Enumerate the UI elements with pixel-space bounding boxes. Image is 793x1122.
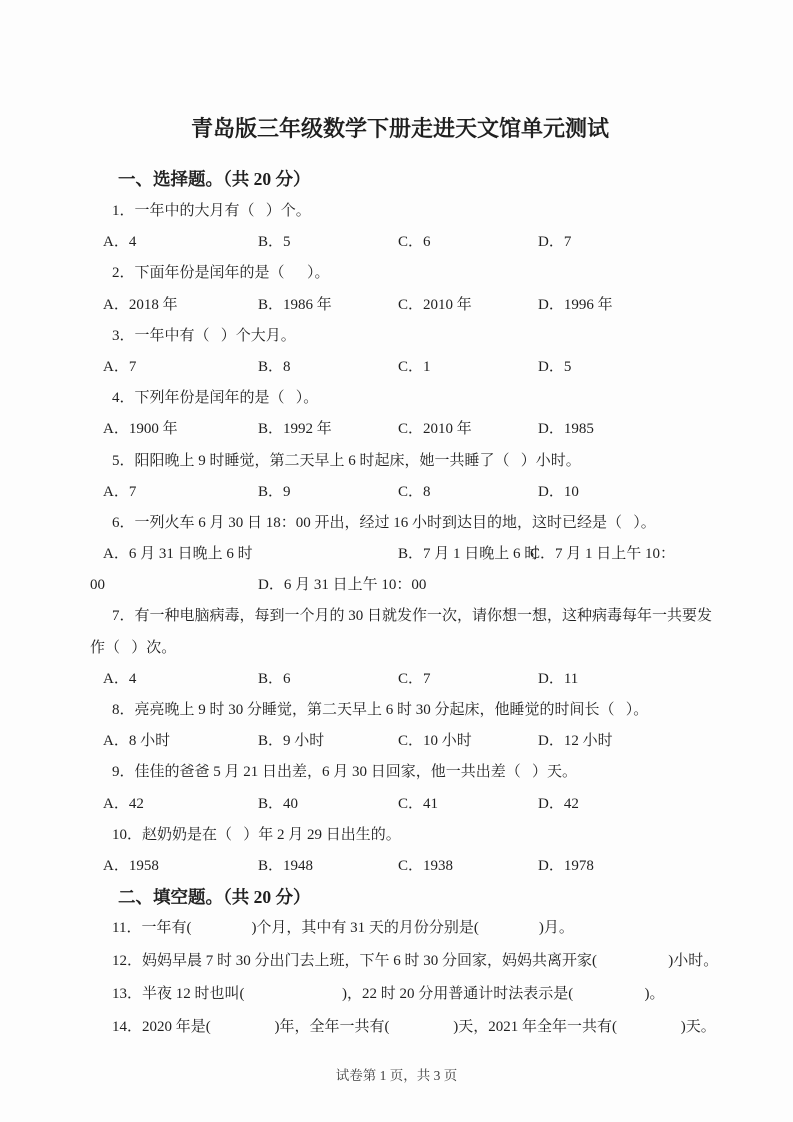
q10-options [90, 851, 750, 882]
q2-option-c: C．2010 年 [398, 296, 472, 313]
q5-option-a: A．7 [103, 483, 137, 500]
q5-option-d: D．10 [538, 483, 579, 500]
q5-text: 5．阳阳晚上 9 时睡觉，第二天早上 6 时起床，她一共睡了（ ）小时。 [112, 452, 581, 469]
q6-option-b: B．7 月 1 日晚上 6 时 [398, 546, 540, 563]
q9-text: 9．佳佳的爸爸 5 月 21 日出差，6 月 30 日回家，他一共出差（ ）天。 [112, 764, 578, 781]
q13-text: 13．半夜 12 时也叫( )，22 时 20 分用普通计时法表示是( )。 [112, 985, 665, 1002]
q8-option-a: A．8 小时 [103, 733, 171, 750]
q9-option-d: D．42 [538, 795, 579, 812]
q5-option-b: B．9 [258, 483, 291, 500]
q4-option-c: C．2010 年 [398, 421, 472, 438]
q2-text: 2．下面年份是闰年的是（ ）。 [112, 265, 330, 282]
q2-option-b: B．1986 年 [258, 296, 332, 313]
q3-options [90, 352, 750, 383]
q6-option-c-continuation: 00 [90, 577, 105, 594]
q6-option-a: A．6 月 31 日晚上 6 时 [103, 546, 253, 563]
q4-option-d: D．1985 [538, 421, 594, 438]
q1-options [90, 227, 750, 258]
q7-option-b: B．6 [258, 670, 291, 687]
q10-option-a: A．1958 [103, 857, 159, 874]
q1-option-c: C．6 [398, 234, 431, 251]
q8-text: 8．亮亮晚上 9 时 30 分睡觉，第二天早上 6 时 30 分起床，他睡觉的时间长（ ）。 [112, 702, 649, 718]
section-fill-heading: 二、填空题。（共 20 分） [118, 887, 311, 908]
q8-option-d: D．12 小时 [538, 733, 613, 750]
q7-text-line2: 作（ ）次。 [90, 639, 177, 656]
q10-option-c: C．1938 [398, 857, 454, 874]
q3-option-a: A．7 [103, 358, 137, 375]
q11-text: 11．一年有( )个月，其中有 31 天的月份分别是( )月。 [112, 920, 574, 937]
q14-text: 14．2020 年是( )年，全年一共有( )天，2021 年全年一共有( )天。 [112, 1018, 716, 1035]
page-title: 青岛版三年级数学下册走进天文馆单元测试 [190, 116, 609, 141]
q8-option-c: C．10 小时 [398, 733, 472, 750]
q2-options [90, 290, 750, 321]
q10-option-b: B．1948 [258, 857, 314, 874]
q7-option-d: D．11 [538, 670, 579, 687]
q2-option-d: D．1996 年 [538, 296, 613, 313]
page-footer: 试卷第 1 页，共 3 页 [335, 1068, 458, 1083]
q10-option-d: D．1978 [538, 857, 594, 874]
q9-option-c: C．41 [398, 795, 439, 812]
q5-option-c: C．8 [398, 483, 431, 500]
q4-option-a: A．1900 年 [103, 421, 178, 438]
q7-options [90, 664, 750, 695]
q9-option-a: A．42 [103, 795, 144, 812]
q6-options-line2 [90, 570, 750, 601]
q8-option-b: B．9 小时 [258, 733, 325, 750]
q7-text-line1: 7．有一种电脑病毒，每到一个月的 30 日就发作一次，请你想一想，这种病毒每年一共要发 [112, 608, 713, 625]
q6-option-c: C．7 月 1 日上午 10： [530, 546, 676, 563]
q7-option-c: C．7 [398, 670, 431, 687]
q9-options [90, 789, 750, 820]
page-content [90, 112, 750, 1043]
q3-option-d: D．5 [538, 358, 572, 375]
q3-option-c: C．1 [398, 358, 431, 375]
q7-option-a: A．4 [103, 670, 137, 687]
q6-text: 6．一列火车 6 月 30 日 18：00 开出，经过 16 小时到达目的地，这时已经是（ ）。 [112, 514, 656, 531]
q6-option-d: D．6 月 31 日上午 10：00 [258, 577, 427, 594]
q4-options [90, 414, 750, 445]
q1-text: 1．一年中的大月有（ ）个。 [112, 203, 311, 219]
q10-text: 10．赵奶奶是在（ ）年 2 月 29 日出生的。 [112, 826, 401, 843]
q6-options-line1 [90, 539, 750, 570]
q1-option-d: D．7 [538, 234, 572, 251]
q12-text: 12．妈妈早晨 7 时 30 分出门去上班，下午 6 时 30 分回家，妈妈共离开家( )小时。 [112, 952, 719, 969]
q4-text: 4．下列年份是闰年的是（ ）。 [112, 390, 319, 407]
q1-option-b: B．5 [258, 234, 291, 251]
q4-option-b: B．1992 年 [258, 421, 332, 438]
q2-option-a: A．2018 年 [103, 296, 178, 313]
q3-option-b: B．8 [258, 358, 291, 375]
section-choice-heading: 一、选择题。（共 20 分） [118, 169, 311, 189]
q3-text: 3．一年中有（ ）个大月。 [112, 327, 296, 344]
q1-option-a: A．4 [103, 234, 137, 251]
q8-options [90, 726, 750, 757]
q9-option-b: B．40 [258, 795, 299, 812]
q5-options [90, 477, 750, 508]
